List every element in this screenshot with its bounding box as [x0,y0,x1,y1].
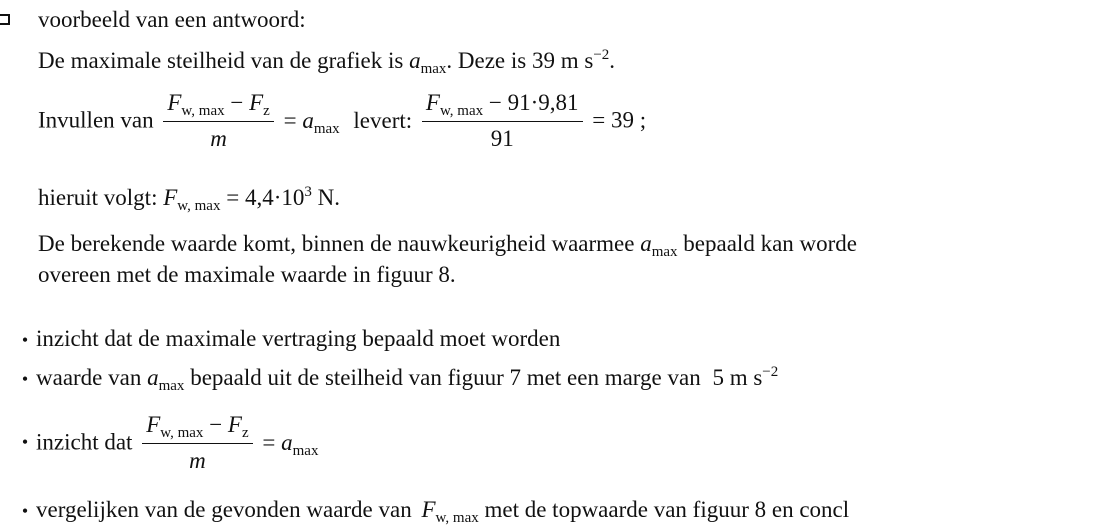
F-letter: F [167,90,182,115]
line3-exp: 3 [304,184,312,200]
F-letter: F [249,90,264,115]
criteria-item-3-prefix: inzicht dat [36,429,133,455]
a-letter: a [281,429,293,455]
criteria-item-2-unit: m s [729,365,763,390]
equals-sign: = [283,107,297,133]
bullet-icon: • [21,501,29,521]
formula-fraction-1 [163,88,273,153]
equals-a-max [283,107,340,137]
w-max-sub: w, max [439,103,484,119]
max-sub: max [420,61,447,77]
a-max-symbol [409,48,447,77]
bullet-icon: • [21,369,29,389]
answer-line-5 [38,261,456,289]
m-letter: m [210,126,227,151]
F-w-max-symbol [163,185,221,214]
line1-after: . Deze is [446,48,527,73]
F-letter: F [146,412,161,437]
minus-sign: − [230,90,250,115]
F-letter: F [421,497,436,522]
w-max-sub: w, max [177,198,221,214]
criteria-item-2-value: 5 [712,365,724,390]
heading-text: voorbeeld van een antwoord: [38,7,306,32]
line3-unit: N. [317,185,340,210]
criteria-item-3 [18,410,318,475]
w-max-sub: w, max [435,510,479,526]
equals-a-max [262,429,319,459]
max-sub: max [158,378,185,394]
fraction-2-numerator [422,88,583,122]
fraction-3-numerator [142,410,252,444]
fraction-1-numerator [163,88,273,122]
a-letter: a [302,107,314,133]
criteria-item-4-text-b: met de topwaarde van figuur 8 en concl [484,497,850,522]
max-sub: max [313,120,340,137]
a-max-symbol [147,365,185,394]
fraction-1-denominator [163,122,273,153]
line1-text: De maximale steilheid van de grafiek is [38,48,404,73]
criteria-item-1 [18,325,560,354]
minus-sign: − [209,412,228,437]
line2-mid: levert: [353,107,413,133]
fraction-2-denominator: 91 [490,126,514,151]
a-max-symbol [640,231,678,260]
line3-value: = 4,4·10 [226,185,305,210]
criteria-item-2-exp: −2 [762,364,779,380]
answer-line-4 [38,230,857,258]
answer-line-2 [38,88,646,153]
bullet-icon: • [21,432,29,452]
criteria-item-2-text-b: bepaald uit de steilheid van figuur 7 met een marge van [190,365,701,390]
line2-prefix: Invullen van [38,107,154,133]
criteria-item-2-text-a: waarde van [36,365,142,390]
bullet-icon: • [21,330,29,350]
answer-line-3 [38,184,340,212]
criteria-item-2 [18,364,778,393]
formula-fraction-3 [142,410,252,475]
F-w-max-symbol [421,497,479,526]
w-max-sub: w, max [181,103,225,119]
F-letter: F [163,185,178,210]
line1-unit: m s [560,48,594,73]
F-letter: F [425,90,440,115]
fraction-3-denominator [142,444,252,475]
m-letter: m [189,448,206,473]
z-sub: z [241,425,249,441]
a-letter: a [409,48,421,73]
F-letter: F [227,412,242,437]
answer-heading [38,6,306,34]
max-sub: max [292,442,319,459]
max-sub: max [651,244,678,260]
z-sub: z [263,103,270,119]
criteria-item-4-text-a: vergelijken van de gevonden waarde van [36,497,412,522]
line2-rhs: = 39 ; [592,107,647,133]
a-letter: a [640,231,652,256]
line4-text-a: De berekende waarde komt, binnen de nauwkeurigheid waarmee [38,231,635,256]
criteria-item-4 [18,496,849,525]
answer-line-1: De maximale steilheid van de grafiek is $a_{max}$. Deze is 39 m $s^{-2}$. [38,47,616,77]
line5-text: overeen met de maximale waarde in figuur 8. [38,262,456,287]
fraction-2-num-rest: − 91·9,81 [488,90,579,115]
line3-prefix: hieruit volgt: [38,185,158,210]
line1-value: 39 [531,48,555,73]
w-max-sub: w, max [160,425,204,441]
line4-text-b: bepaald kan worde [683,231,857,256]
line1-exp: −2 [593,47,610,63]
checkbox-marker [0,14,10,25]
a-letter: a [147,365,159,390]
equals-sign: = [262,429,276,455]
formula-fraction-2 [422,88,583,153]
criteria-item-1-text: inzicht dat de maximale vertraging bepaald moet worden [36,326,561,351]
